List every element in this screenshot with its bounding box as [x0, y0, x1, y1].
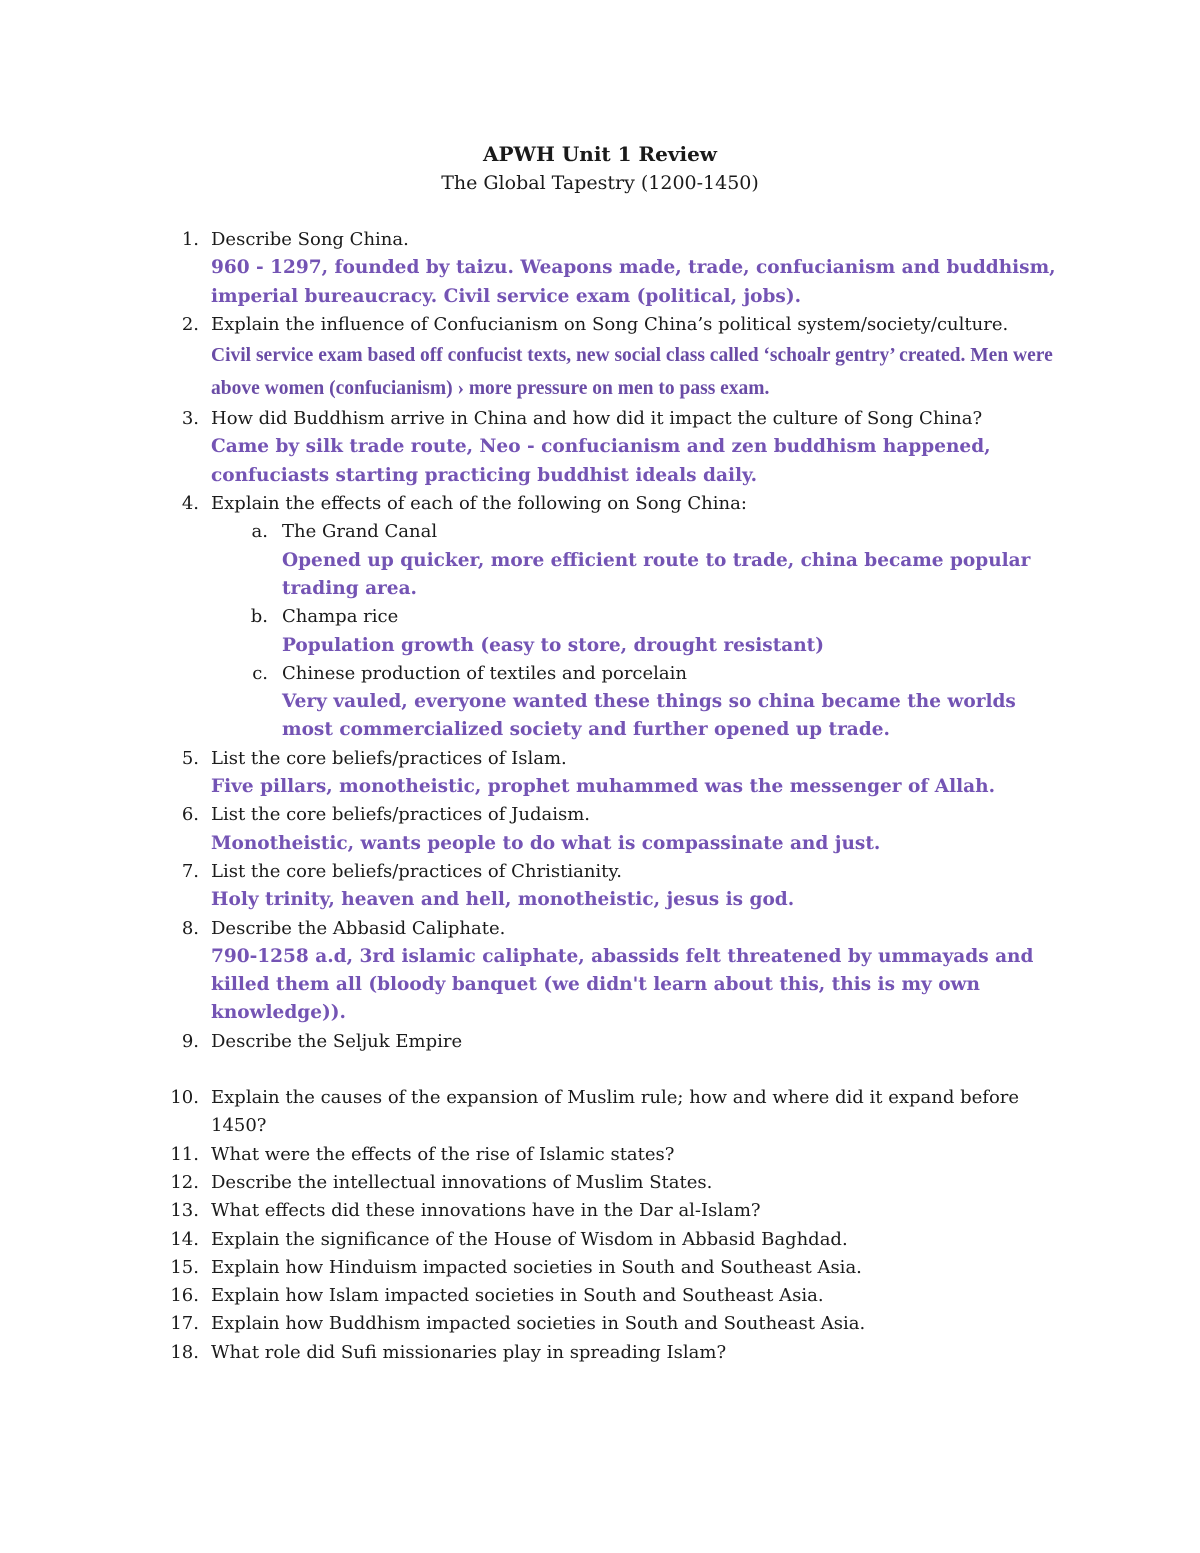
sub-question-text: Champa rice [282, 606, 399, 628]
answer-text: 790-1258 a.d, 3rd islamic caliphate, abassids felt threatened by ummayads and killed them all (bloody banquet (we didn't learn about this, this is my own knowledge)). [211, 945, 1034, 1024]
question-text: Describe the Abbasid Caliphate. [211, 917, 506, 939]
question-text: Explain the effects of each of the following on Song China: [211, 493, 747, 515]
question-number: 6. [181, 804, 199, 826]
answer-text: Civil service exam based off confucist texts, new social class called ‘schoalr gentry’ created. Men were above women (confucianism) › more pressure on men to pass exam. [211, 345, 1053, 400]
question-17 [170, 1310, 1061, 1338]
question-9 [181, 1028, 1061, 1056]
question-text: Explain the influence of Confucianism on Song China’s political system/society/culture. [211, 313, 1009, 335]
question-number: 17. [170, 1313, 199, 1335]
question-text: Explain the significance of the House of Wisdom in Abbasid Baghdad. [211, 1228, 848, 1250]
question-number: 2. [181, 313, 199, 335]
question-number: 13. [170, 1200, 199, 1222]
question-number: 16. [170, 1285, 199, 1307]
question-7 [181, 858, 1061, 915]
sub-question-text: Chinese production of textiles and porcelain [282, 662, 687, 684]
question-text: Describe Song China. [211, 229, 409, 250]
question-text: How did Buddhism arrive in China and how did it impact the culture of Song China? [211, 408, 983, 430]
question-12 [170, 1169, 1061, 1197]
question-5 [181, 745, 1061, 802]
question-number: 7. [181, 860, 199, 882]
answer-text: Monotheistic, wants people to do what is compassinate and just. [211, 832, 881, 854]
question-number: 8. [181, 917, 199, 939]
question-number: 9. [181, 1030, 199, 1052]
document-title: APWH Unit 1 Review [482, 142, 718, 166]
question-number: 4. [181, 493, 199, 515]
question-number: 3. [181, 408, 199, 430]
sub-question-4b [250, 603, 1062, 660]
question-text: List the core beliefs/practices of Islam. [211, 747, 567, 769]
answer-text: Very vauled, everyone wanted these things so china became the worlds most commercialized society and further opened up trade. [282, 691, 1016, 741]
question-text: Explain how Islam impacted societies in South and Southeast Asia. [211, 1285, 824, 1307]
sub-question-4a [251, 518, 1062, 603]
question-4 [181, 490, 1061, 518]
sub-question-text: The Grand Canal [282, 521, 438, 543]
question-text: Describe the Seljuk Empire [211, 1030, 463, 1052]
question-text: Explain how Buddhism impacted societies in South and Southeast Asia. [211, 1313, 866, 1335]
sub-question-letter: a. [251, 521, 268, 543]
question-14 [170, 1226, 1061, 1254]
answer-text: Came by silk trade route, Neo - confucianism and zen buddhism happened, confuciasts starting practicing buddhist ideals daily. [211, 436, 991, 486]
answer-text: Holy trinity, heaven and hell, monotheistic, jesus is god. [211, 889, 795, 911]
sub-question-letter: b. [250, 606, 268, 628]
question-text: What effects did these innovations have in the Dar al-Islam? [211, 1200, 761, 1222]
answer-text: Population growth (easy to store, drought resistant) [282, 634, 824, 656]
answer-text: Opened up quicker, more efficient route to trade, china became popular trading area. [282, 549, 1031, 599]
question-16 [170, 1282, 1061, 1310]
question-number: 10. [170, 1087, 199, 1109]
question-8 [181, 915, 1061, 1028]
question-6 [181, 801, 1061, 858]
question-list [0, 226, 1200, 1367]
question-text: What were the effects of the rise of Islamic states? [211, 1143, 675, 1165]
question-number: 15. [170, 1256, 199, 1278]
spacer [0, 1056, 1200, 1084]
question-2 [181, 311, 1061, 405]
question-text: What role did Sufi missionaries play in spreading Islam? [211, 1341, 727, 1363]
question-number: 11. [170, 1143, 199, 1165]
answer-text: Five pillars, monotheistic, prophet muhammed was the messenger of Allah. [211, 776, 996, 798]
question-number: 12. [170, 1171, 199, 1193]
sub-question-letter: c. [252, 662, 268, 684]
question-18 [170, 1339, 1061, 1367]
question-number: 1. [181, 229, 199, 250]
question-1 [181, 226, 1061, 311]
question-11 [170, 1141, 1061, 1169]
question-text: Explain how Hinduism impacted societies in South and Southeast Asia. [211, 1256, 862, 1278]
question-text: List the core beliefs/practices of Christianity. [211, 860, 622, 882]
question-number: 14. [170, 1228, 199, 1250]
answer-text: 960 - 1297, founded by taizu. Weapons made, trade, confucianism and buddhism, imperial bureaucracy. Civil service exam (political, jobs). [211, 257, 1056, 307]
question-13 [170, 1197, 1061, 1225]
question-number: 5. [181, 747, 199, 769]
document-subtitle: The Global Tapestry (1200-1450) [441, 172, 759, 194]
question-text: List the core beliefs/practices of Judaism. [211, 804, 590, 826]
sub-question-4c [252, 660, 1062, 745]
question-10 [170, 1084, 1061, 1141]
question-3 [181, 405, 1061, 490]
question-15 [170, 1254, 1061, 1282]
question-text: Describe the intellectual innovations of Muslim States. [211, 1171, 713, 1193]
question-text: Explain the causes of the expansion of Muslim rule; how and where did it expand before 1450? [211, 1087, 1020, 1137]
question-number: 18. [170, 1341, 199, 1363]
